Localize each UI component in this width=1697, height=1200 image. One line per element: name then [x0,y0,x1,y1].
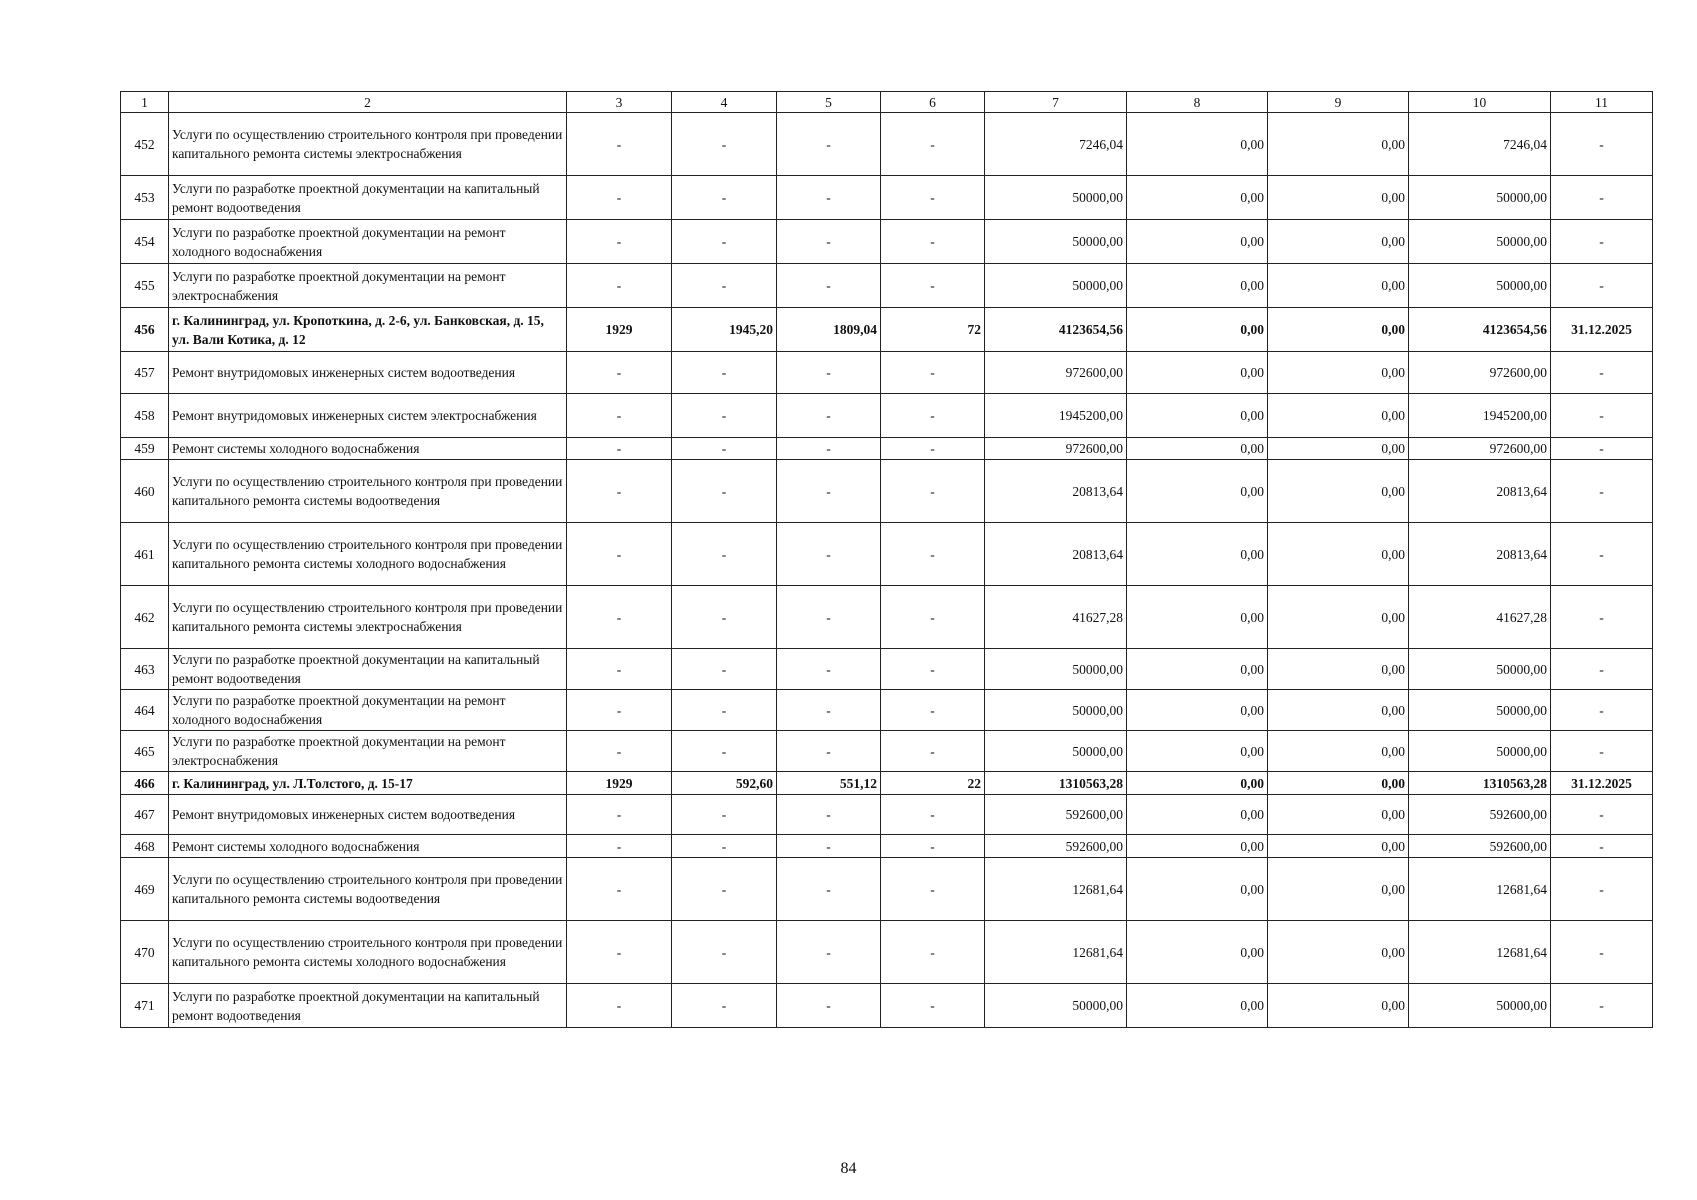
col5-value: - [777,921,881,984]
col3-value: - [567,352,672,394]
work-name: Услуги по разработке проектной документации на ремонт холодного водоснабжения [169,220,567,264]
work-name: Услуги по осуществлению строительного контроля при проведении капитального ремонта системы электроснабжения [169,113,567,176]
col6-value: - [881,921,985,984]
col3-value: 1929 [567,308,672,352]
col6-value: - [881,220,985,264]
col5-value: - [777,460,881,523]
col6-value: - [881,113,985,176]
row-number: 466 [121,772,169,795]
col5-value: - [777,394,881,438]
work-name: Услуги по осуществлению строительного контроля при проведении капитального ремонта системы электроснабжения [169,586,567,649]
row-number: 459 [121,438,169,460]
row-number: 467 [121,795,169,835]
column-header: 11 [1551,92,1653,113]
col11-value: 31.12.2025 [1551,308,1653,352]
row-number: 470 [121,921,169,984]
col3-value: - [567,438,672,460]
col5-value: - [777,176,881,220]
work-name: Услуги по осуществлению строительного контроля при проведении капитального ремонта системы холодного водоснабжения [169,921,567,984]
col4-value: - [672,113,777,176]
col6-value: - [881,858,985,921]
work-name: Услуги по осуществлению строительного контроля при проведении капитального ремонта системы водоотведения [169,858,567,921]
col8-value: 0,00 [1127,984,1268,1028]
col9-value: 0,00 [1268,984,1409,1028]
table-row [121,795,1653,835]
table-row [121,858,1653,921]
table-row [121,984,1653,1028]
address-row [121,308,1653,352]
row-number: 457 [121,352,169,394]
col6-value: - [881,438,985,460]
table-row [121,921,1653,984]
col8-value: 0,00 [1127,523,1268,586]
col10-value: 1945200,00 [1409,394,1551,438]
work-name: Услуги по разработке проектной документации на ремонт холодного водоснабжения [169,690,567,731]
col7-value: 1945200,00 [985,394,1127,438]
col11-value: - [1551,352,1653,394]
table-row [121,523,1653,586]
col3-value: - [567,460,672,523]
col11-value: 31.12.2025 [1551,772,1653,795]
col11-value: - [1551,921,1653,984]
col4-value: - [672,438,777,460]
column-header: 2 [169,92,567,113]
col11-value: - [1551,523,1653,586]
work-name: Ремонт внутридомовых инженерных систем водоотведения [169,795,567,835]
col9-value: 0,00 [1268,113,1409,176]
col4-value: - [672,690,777,731]
col4-value: - [672,394,777,438]
col8-value: 0,00 [1127,352,1268,394]
col6-value: 72 [881,308,985,352]
col6-value: - [881,649,985,690]
col4-value: 592,60 [672,772,777,795]
column-header: 1 [121,92,169,113]
col6-value: - [881,984,985,1028]
col8-value: 0,00 [1127,264,1268,308]
work-name: г. Калининград, ул. Кропоткина, д. 2-6, ул. Банковская, д. 15, ул. Вали Котика, д. 12 [169,308,567,352]
col6-value: - [881,523,985,586]
col11-value: - [1551,113,1653,176]
col5-value: 1809,04 [777,308,881,352]
col11-value: - [1551,176,1653,220]
col6-value: - [881,690,985,731]
col8-value: 0,00 [1127,586,1268,649]
address-row [121,772,1653,795]
col10-value: 972600,00 [1409,352,1551,394]
data-table [120,91,1653,1028]
table-row [121,438,1653,460]
col8-value: 0,00 [1127,460,1268,523]
col9-value: 0,00 [1268,690,1409,731]
col3-value: 1929 [567,772,672,795]
col6-value: - [881,460,985,523]
table-row [121,176,1653,220]
col3-value: - [567,984,672,1028]
col5-value: - [777,795,881,835]
work-name: Услуги по осуществлению строительного контроля при проведении капитального ремонта системы водоотведения [169,460,567,523]
col8-value: 0,00 [1127,858,1268,921]
col4-value: - [672,984,777,1028]
col7-value: 592600,00 [985,795,1127,835]
col3-value: - [567,921,672,984]
col9-value: 0,00 [1268,858,1409,921]
col7-value: 50000,00 [985,649,1127,690]
col4-value: - [672,523,777,586]
col4-value: 1945,20 [672,308,777,352]
col8-value: 0,00 [1127,690,1268,731]
col3-value: - [567,523,672,586]
col7-value: 12681,64 [985,921,1127,984]
col11-value: - [1551,438,1653,460]
row-number: 454 [121,220,169,264]
row-number: 463 [121,649,169,690]
col10-value: 50000,00 [1409,649,1551,690]
col9-value: 0,00 [1268,921,1409,984]
col11-value: - [1551,394,1653,438]
col3-value: - [567,649,672,690]
col11-value: - [1551,731,1653,772]
work-name: Услуги по разработке проектной документации на ремонт электроснабжения [169,731,567,772]
col4-value: - [672,649,777,690]
work-name: Ремонт внутридомовых инженерных систем водоотведения [169,352,567,394]
col10-value: 12681,64 [1409,858,1551,921]
col9-value: 0,00 [1268,772,1409,795]
col9-value: 0,00 [1268,176,1409,220]
col5-value: - [777,649,881,690]
row-number: 461 [121,523,169,586]
work-name: Услуги по разработке проектной документации на капитальный ремонт водоотведения [169,649,567,690]
col3-value: - [567,264,672,308]
table-row [121,835,1653,858]
column-header: 5 [777,92,881,113]
col3-value: - [567,113,672,176]
col6-value: - [881,176,985,220]
col8-value: 0,00 [1127,176,1268,220]
row-number: 464 [121,690,169,731]
column-header: 3 [567,92,672,113]
col10-value: 7246,04 [1409,113,1551,176]
column-number-header-row [121,92,1653,113]
col9-value: 0,00 [1268,586,1409,649]
col8-value: 0,00 [1127,438,1268,460]
col4-value: - [672,731,777,772]
col11-value: - [1551,858,1653,921]
col8-value: 0,00 [1127,220,1268,264]
col11-value: - [1551,586,1653,649]
col7-value: 50000,00 [985,731,1127,772]
col9-value: 0,00 [1268,523,1409,586]
col9-value: 0,00 [1268,460,1409,523]
col4-value: - [672,795,777,835]
col4-value: - [672,176,777,220]
col7-value: 592600,00 [985,835,1127,858]
col7-value: 12681,64 [985,858,1127,921]
col6-value: 22 [881,772,985,795]
col11-value: - [1551,795,1653,835]
col11-value: - [1551,649,1653,690]
col10-value: 20813,64 [1409,460,1551,523]
col10-value: 50000,00 [1409,264,1551,308]
col7-value: 50000,00 [985,176,1127,220]
table-row [121,264,1653,308]
col9-value: 0,00 [1268,795,1409,835]
col7-value: 50000,00 [985,264,1127,308]
col7-value: 1310563,28 [985,772,1127,795]
table-row [121,352,1653,394]
work-name: Ремонт системы холодного водоснабжения [169,835,567,858]
table-row [121,113,1653,176]
col7-value: 972600,00 [985,438,1127,460]
table-row [121,586,1653,649]
work-name: Услуги по разработке проектной документации на капитальный ремонт водоотведения [169,984,567,1028]
col4-value: - [672,835,777,858]
col11-value: - [1551,460,1653,523]
col9-value: 0,00 [1268,835,1409,858]
col3-value: - [567,858,672,921]
col6-value: - [881,835,985,858]
col8-value: 0,00 [1127,113,1268,176]
work-name: г. Калининград, ул. Л.Толстого, д. 15-17 [169,772,567,795]
row-number: 452 [121,113,169,176]
col10-value: 4123654,56 [1409,308,1551,352]
table-row [121,690,1653,731]
work-name: Услуги по разработке проектной документации на капитальный ремонт водоотведения [169,176,567,220]
work-name: Ремонт системы холодного водоснабжения [169,438,567,460]
row-number: 468 [121,835,169,858]
col6-value: - [881,731,985,772]
col3-value: - [567,220,672,264]
col6-value: - [881,264,985,308]
col5-value: - [777,113,881,176]
column-header: 6 [881,92,985,113]
col10-value: 20813,64 [1409,523,1551,586]
col8-value: 0,00 [1127,649,1268,690]
col3-value: - [567,394,672,438]
col7-value: 50000,00 [985,690,1127,731]
col7-value: 7246,04 [985,113,1127,176]
row-number: 471 [121,984,169,1028]
page-number: 84 [840,1160,857,1177]
col5-value: - [777,264,881,308]
col11-value: - [1551,690,1653,731]
col5-value: - [777,984,881,1028]
col10-value: 41627,28 [1409,586,1551,649]
col10-value: 592600,00 [1409,795,1551,835]
table-row [121,460,1653,523]
table-row [121,731,1653,772]
table-row [121,394,1653,438]
col10-value: 592600,00 [1409,835,1551,858]
row-number: 455 [121,264,169,308]
column-header: 4 [672,92,777,113]
col8-value: 0,00 [1127,731,1268,772]
col9-value: 0,00 [1268,308,1409,352]
col9-value: 0,00 [1268,220,1409,264]
col10-value: 1310563,28 [1409,772,1551,795]
table-row [121,649,1653,690]
col9-value: 0,00 [1268,438,1409,460]
col4-value: - [672,460,777,523]
col9-value: 0,00 [1268,394,1409,438]
col6-value: - [881,352,985,394]
row-number: 458 [121,394,169,438]
column-header: 9 [1268,92,1409,113]
col5-value: - [777,523,881,586]
col4-value: - [672,220,777,264]
row-number: 456 [121,308,169,352]
col9-value: 0,00 [1268,352,1409,394]
col8-value: 0,00 [1127,772,1268,795]
column-header: 8 [1127,92,1268,113]
col8-value: 0,00 [1127,394,1268,438]
col8-value: 0,00 [1127,308,1268,352]
col11-value: - [1551,264,1653,308]
col7-value: 20813,64 [985,523,1127,586]
col10-value: 50000,00 [1409,731,1551,772]
col3-value: - [567,795,672,835]
col6-value: - [881,586,985,649]
col3-value: - [567,835,672,858]
col3-value: - [567,731,672,772]
col5-value: - [777,438,881,460]
row-number: 460 [121,460,169,523]
work-name: Ремонт внутридомовых инженерных систем электроснабжения [169,394,567,438]
col6-value: - [881,795,985,835]
col3-value: - [567,690,672,731]
col4-value: - [672,352,777,394]
col3-value: - [567,586,672,649]
col5-value: - [777,858,881,921]
work-name: Услуги по разработке проектной документации на ремонт электроснабжения [169,264,567,308]
col4-value: - [672,921,777,984]
col7-value: 41627,28 [985,586,1127,649]
col10-value: 50000,00 [1409,690,1551,731]
col5-value: - [777,586,881,649]
table-row [121,220,1653,264]
col11-value: - [1551,984,1653,1028]
col5-value: 551,12 [777,772,881,795]
row-number: 469 [121,858,169,921]
col10-value: 50000,00 [1409,220,1551,264]
col11-value: - [1551,220,1653,264]
col8-value: 0,00 [1127,795,1268,835]
col10-value: 50000,00 [1409,176,1551,220]
col7-value: 20813,64 [985,460,1127,523]
col7-value: 50000,00 [985,984,1127,1028]
col10-value: 12681,64 [1409,921,1551,984]
col5-value: - [777,835,881,858]
col7-value: 50000,00 [985,220,1127,264]
row-number: 465 [121,731,169,772]
column-header: 7 [985,92,1127,113]
col10-value: 972600,00 [1409,438,1551,460]
col5-value: - [777,690,881,731]
column-header: 10 [1409,92,1551,113]
col5-value: - [777,220,881,264]
col5-value: - [777,731,881,772]
col10-value: 50000,00 [1409,984,1551,1028]
col4-value: - [672,858,777,921]
row-number: 462 [121,586,169,649]
col7-value: 4123654,56 [985,308,1127,352]
col6-value: - [881,394,985,438]
col8-value: 0,00 [1127,921,1268,984]
col4-value: - [672,264,777,308]
col8-value: 0,00 [1127,835,1268,858]
col9-value: 0,00 [1268,649,1409,690]
work-name: Услуги по осуществлению строительного контроля при проведении капитального ремонта системы холодного водоснабжения [169,523,567,586]
col9-value: 0,00 [1268,264,1409,308]
col11-value: - [1551,835,1653,858]
col7-value: 972600,00 [985,352,1127,394]
col9-value: 0,00 [1268,731,1409,772]
col4-value: - [672,586,777,649]
row-number: 453 [121,176,169,220]
col3-value: - [567,176,672,220]
col5-value: - [777,352,881,394]
